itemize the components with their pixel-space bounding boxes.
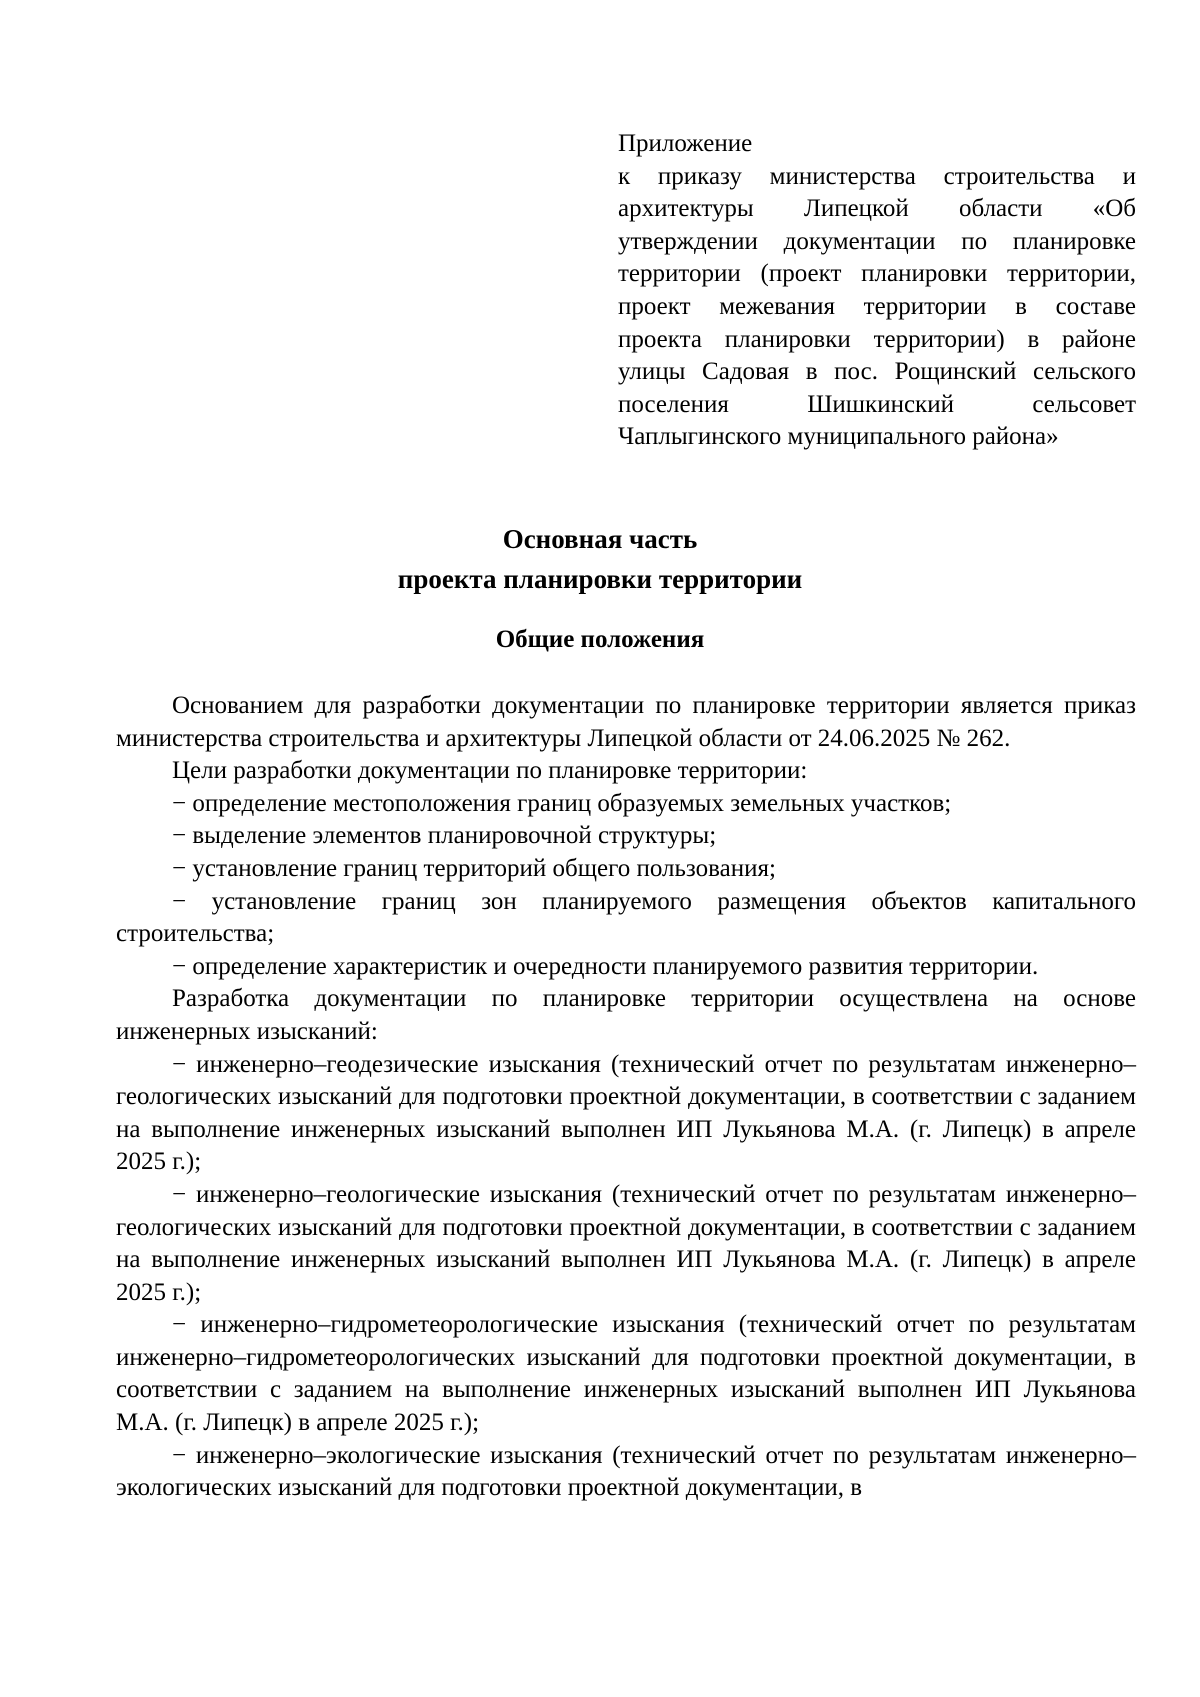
section-heading: Общие положения: [495, 626, 705, 653]
goal-item: − определение характеристик и очередности планируемого развития территории.: [172, 952, 1039, 980]
appendix-block: [618, 128, 1136, 454]
document-title: [100, 519, 1100, 599]
appendix-label: Приложение: [618, 130, 753, 157]
goal-item: − определение местоположения границ образуемых земельных участков;: [172, 789, 952, 817]
paragraph-surveys-intro: Разработка документации по планировке территории осуществлена на основе инженерных изысканий:: [116, 985, 1136, 1045]
appendix-text: к приказу министерства строительства и архитектуры Липецкой области «Об утверждении документации по планировке территории (проект планировки территории, проект межевания территории в составе проекта планировки территории) в районе улицы Садовая в пос. Рощинский сельского поселения Шишкинский сельсовет Чаплыгинского муниципального района»: [618, 162, 1136, 451]
document-body: [116, 690, 1136, 1505]
document-title-line-1: Основная часть: [502, 524, 698, 554]
paragraph-goals-intro: Цели разработки документации по планировке территории:: [172, 757, 808, 785]
survey-item: − инженерно–геодезические изыскания (технический отчет по результатам инженерно–геологических изысканий для подготовки проектной документации, в соответствии с заданием на выполнение инженерных изысканий выполнен ИП Лукьянова М.А. (г. Липецк) в апреле 2025 г.);: [116, 1050, 1136, 1176]
goal-item: − установление границ территорий общего пользования;: [172, 854, 776, 882]
survey-item: − инженерно–экологические изыскания (технический отчет по результатам инженерно–экологических изысканий для подготовки проектной документации, в: [116, 1441, 1136, 1502]
paragraph-basis: Основанием для разработки документации по планировке территории является приказ министерства строительства и архитектуры Липецкой области от 24.06.2025 № 262.: [116, 692, 1136, 752]
goal-item: − выделение элементов планировочной структуры;: [172, 822, 717, 850]
goal-item: − установление границ зон планируемого размещения объектов капитального строительства;: [116, 887, 1136, 948]
survey-item: − инженерно–геологические изыскания (технический отчет по результатам инженерно–геологических изысканий для подготовки проектной документации, в соответствии с заданием на выполнение инженерных изысканий выполнен ИП Лукьянова М.А. (г. Липецк) в апреле 2025 г.);: [116, 1180, 1136, 1306]
survey-item: − инженерно–гидрометеорологические изыскания (технический отчет по результатам инженерно–гидрометеорологических изысканий для подготовки проектной документации, в соответствии с заданием на выполнение инженерных изысканий выполнен ИП Лукьянова М.А. (г. Липецк) в апреле 2025 г.);: [116, 1311, 1136, 1437]
document-title-line-2: проекта планировки территории: [397, 564, 803, 594]
